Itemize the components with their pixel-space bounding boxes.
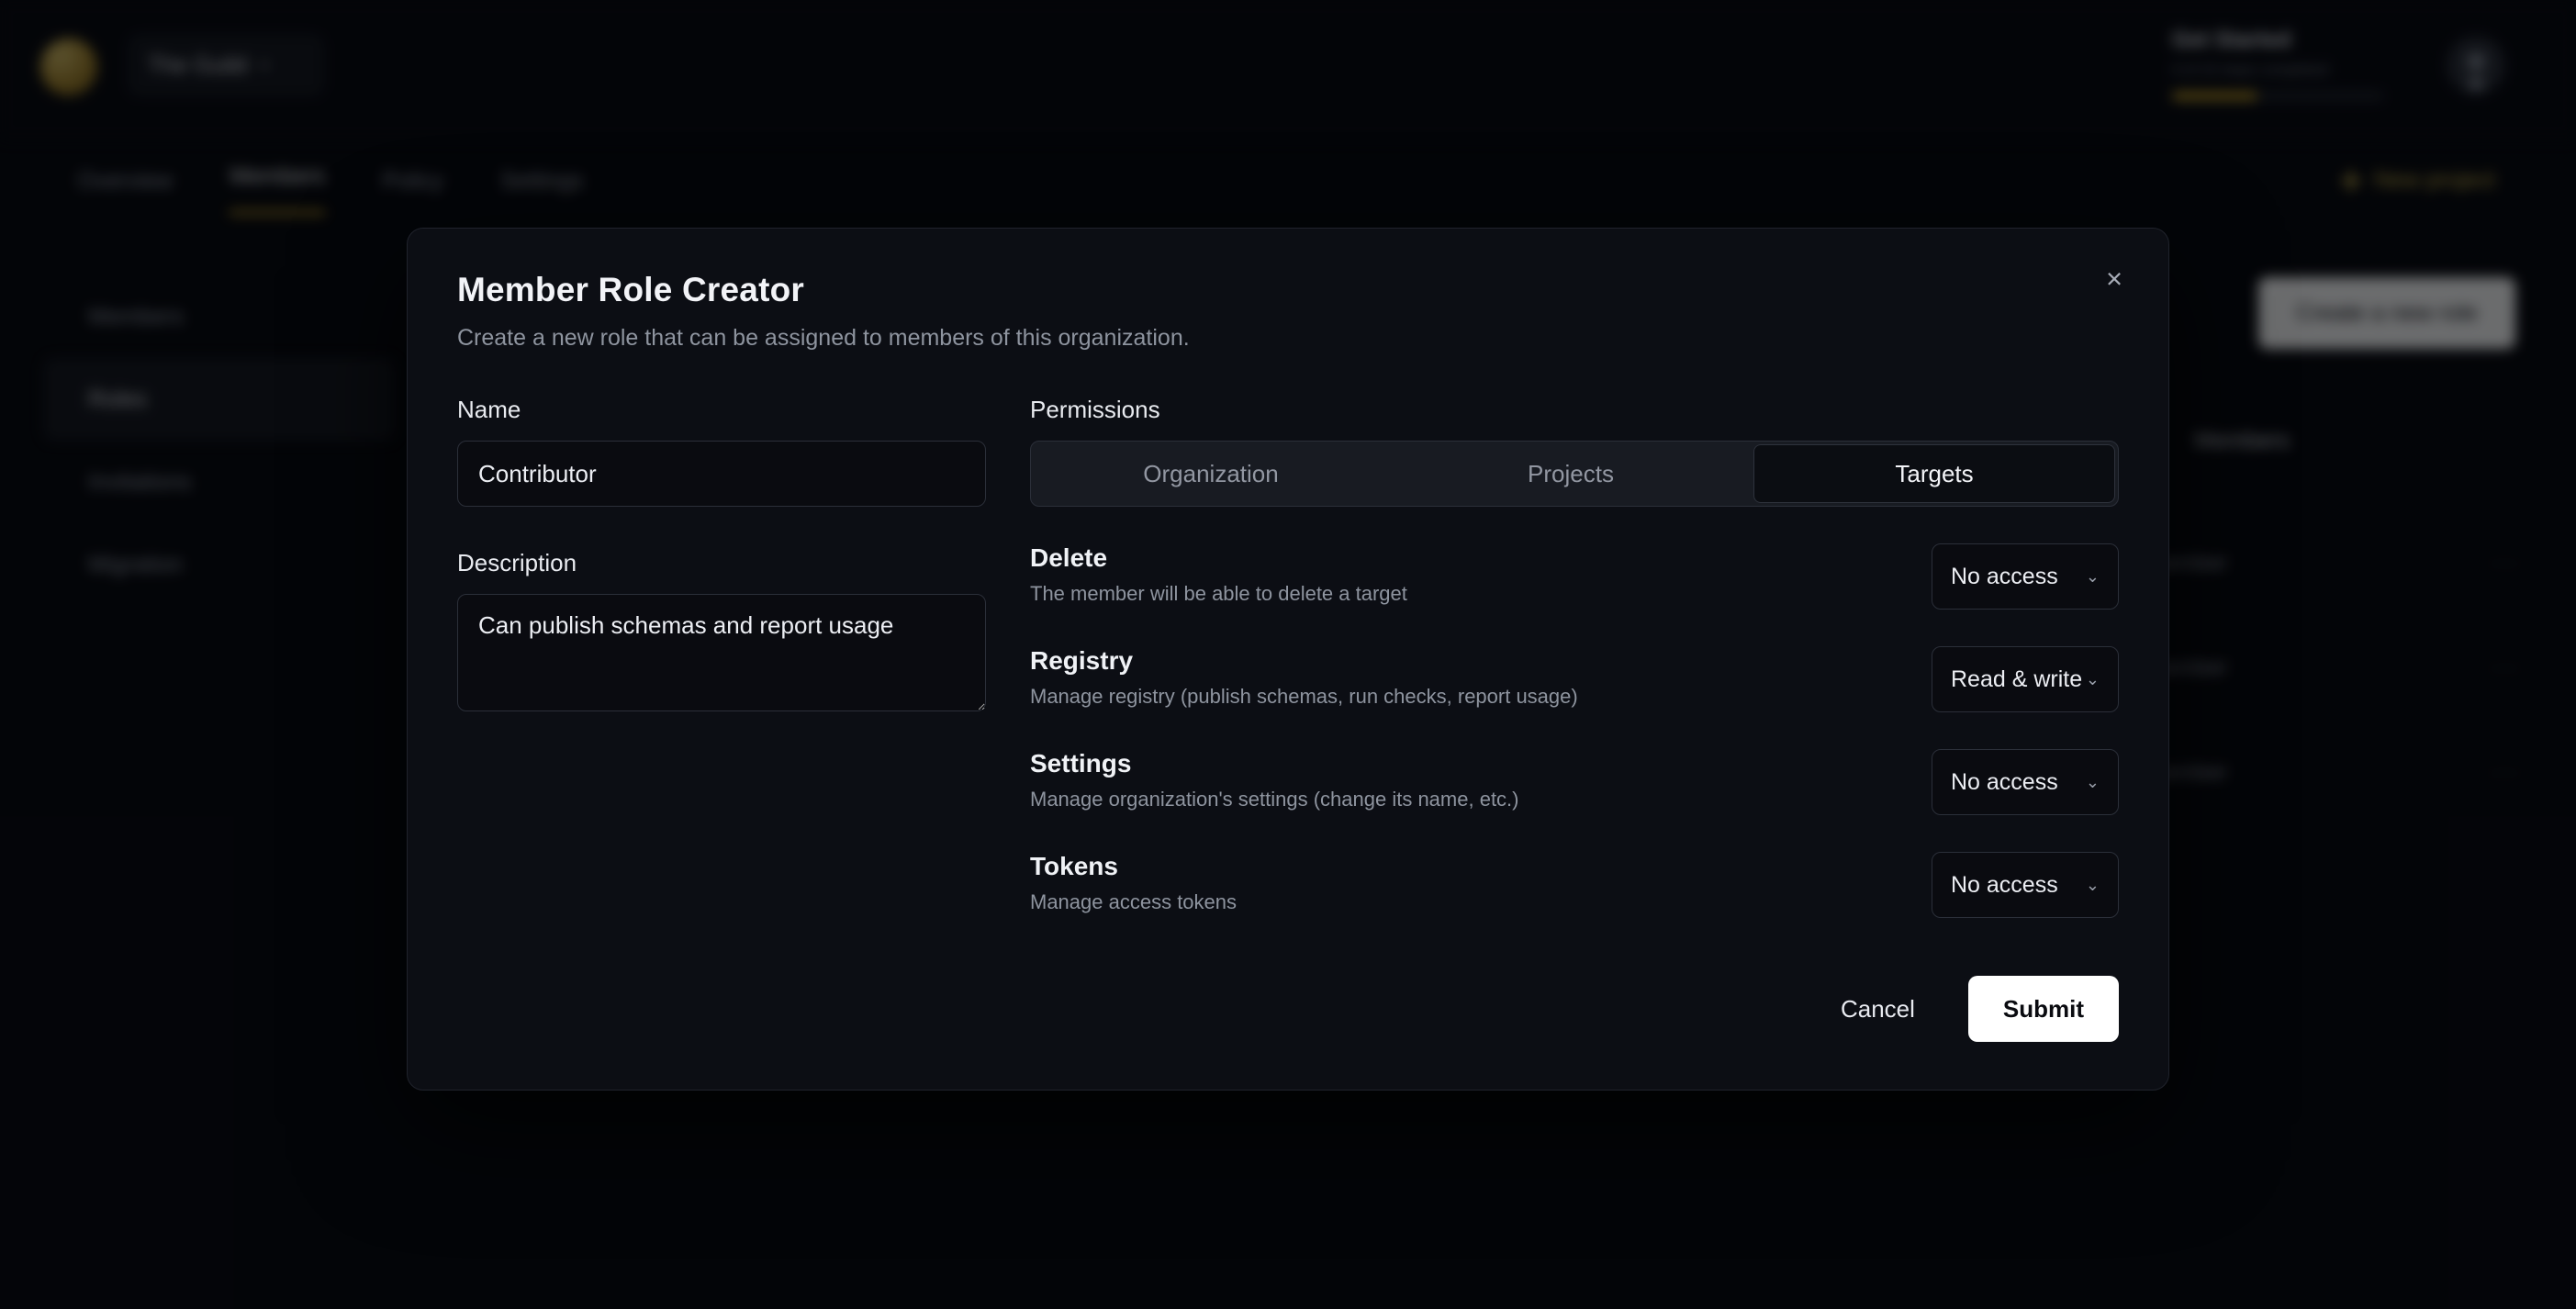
permission-row-registry	[1030, 646, 2119, 712]
chevron-down-icon: ⌄	[2085, 669, 2100, 688]
chevron-down-icon: ⌄	[2085, 875, 2100, 894]
tab-projects[interactable]: Projects	[1528, 459, 1614, 487]
cancel-button[interactable]: Cancel	[1817, 976, 1939, 1042]
description-input[interactable]	[457, 594, 986, 711]
permission-select-delete[interactable]	[1932, 543, 2119, 610]
permission-row-tokens	[1030, 852, 2119, 918]
permission-description: Manage registry (publish schemas, run checks, report usage)	[1030, 685, 1578, 708]
permission-select-registry[interactable]	[1932, 646, 2119, 712]
name-label: Name	[457, 396, 521, 423]
select-value: Read & write	[1951, 666, 2083, 692]
permission-row-settings	[1030, 749, 2119, 815]
chevron-down-icon: ⌄	[2085, 772, 2100, 791]
role-details-column	[457, 396, 986, 918]
permission-select-tokens[interactable]	[1932, 852, 2119, 918]
permission-name: Tokens	[1030, 852, 1118, 880]
permission-row-delete	[1030, 543, 2119, 610]
close-icon[interactable]: ×	[2105, 263, 2123, 295]
select-value: No access	[1951, 563, 2058, 589]
select-value: No access	[1951, 768, 2058, 795]
dialog-subtitle: Create a new role that can be assigned to members of this organization.	[457, 325, 1190, 351]
permission-name: Registry	[1030, 646, 1134, 675]
chevron-down-icon: ⌄	[2085, 566, 2100, 586]
member-role-creator-dialog	[407, 228, 2169, 1091]
permissions-label: Permissions	[1030, 396, 1160, 423]
permissions-column	[1030, 396, 2119, 918]
description-label: Description	[457, 549, 577, 576]
submit-button[interactable]: Submit	[1968, 976, 2119, 1042]
permission-name: Delete	[1030, 543, 1108, 572]
permissions-scope-tabs	[1030, 441, 2119, 507]
tab-organization[interactable]: Organization	[1143, 459, 1279, 487]
dialog-title: Member Role Creator	[457, 271, 805, 308]
permission-description: Manage organization's settings (change its name, etc.)	[1030, 788, 1519, 811]
permission-description: Manage access tokens	[1030, 890, 1238, 913]
permission-select-settings[interactable]	[1932, 749, 2119, 815]
tab-targets[interactable]: Targets	[1753, 444, 2115, 503]
permission-description: The member will be able to delete a target	[1030, 582, 1407, 605]
name-input[interactable]	[457, 441, 986, 507]
dialog-actions	[1817, 976, 2119, 1042]
select-value: No access	[1951, 871, 2058, 898]
permission-name: Settings	[1030, 749, 1132, 778]
